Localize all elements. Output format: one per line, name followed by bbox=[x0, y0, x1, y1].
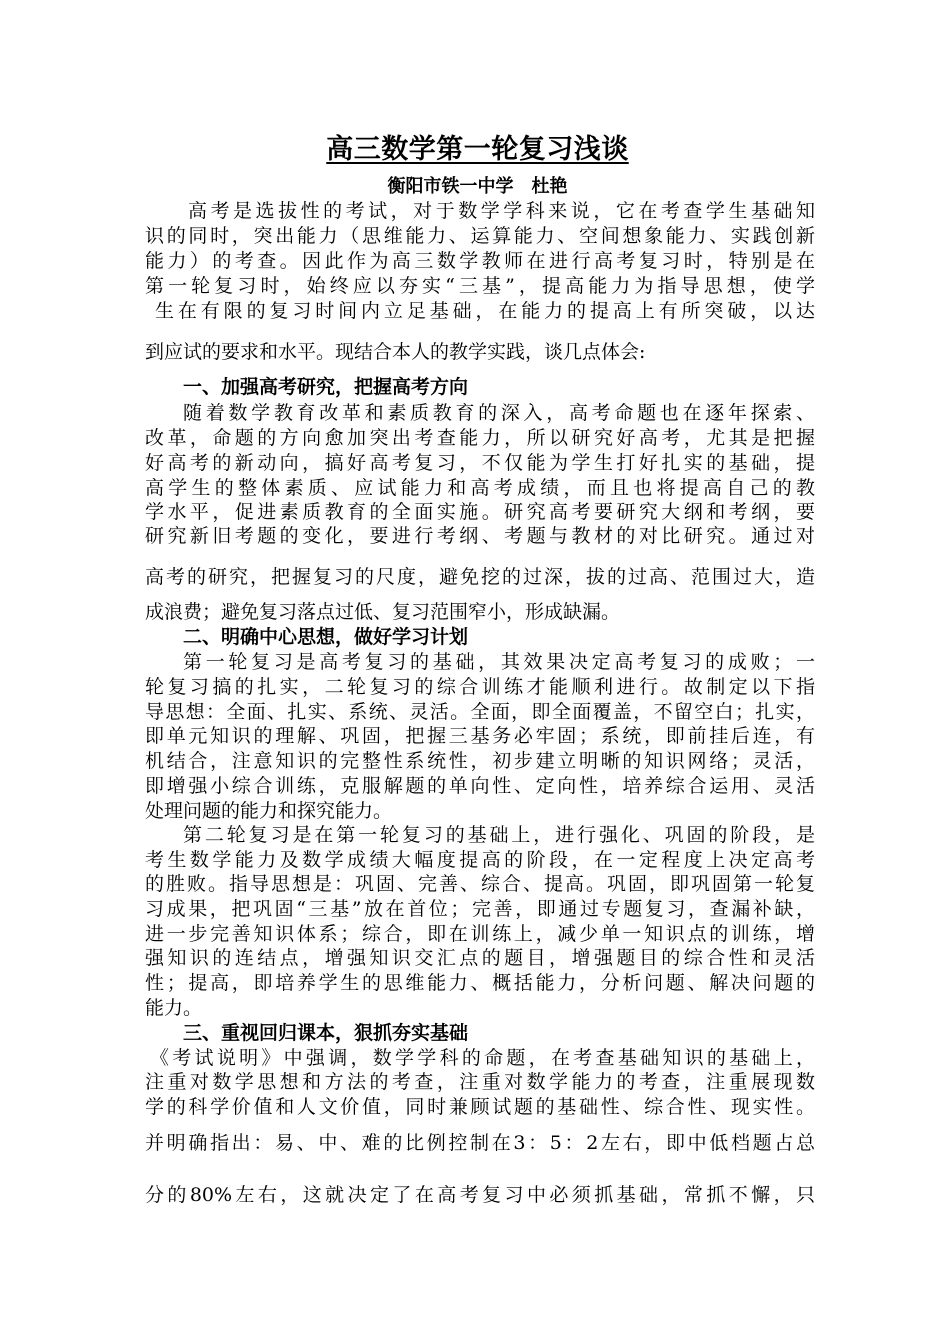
document-author: 衡阳市铁一中学 杜艳 bbox=[387, 176, 568, 197]
section-heading-3: 三、重视回归课本，狠抓夯实基础 bbox=[183, 1022, 469, 1044]
section1-line: 改革，命题的方向愈加突出考查能力，所以研究好高考，尤其是把握 bbox=[145, 427, 815, 449]
section3-line: 《考试说明》中强调，数学学科的命题，在考查基础知识的基础上， bbox=[150, 1047, 815, 1069]
section2-para1-line: 即增强小综合训练，克服解题的单向性、定向性，培养综合运用、灵活 bbox=[145, 775, 815, 797]
section2-para1-line: 即单元知识的理解、巩固，把握三基务必牢固；系统，即前挂后连，有 bbox=[145, 725, 815, 747]
intro-line: 能力）的考查。因此作为高三数学教师在进行高考复习时，特别是在 bbox=[145, 250, 815, 272]
section2-para2-line: 第二轮复习是在第一轮复习的基础上，进行强化、巩固的阶段，是 bbox=[183, 824, 815, 846]
section2-para1-line: 处理问题的能力和探究能力。 bbox=[145, 800, 393, 822]
section1-line: 随着数学教育改革和素质教育的深入，高考命题也在逐年探索、 bbox=[183, 402, 815, 424]
intro-line: 生在有限的复习时间内立足基础，在能力的提高上有所突破，以达 bbox=[155, 300, 815, 322]
section1-line: 研究新旧考题的变化，要进行考纲、考题与教材的对比研究。通过对 bbox=[145, 525, 815, 547]
section2-para1-line: 轮复习搞的扎实，二轮复习的综合训练才能顺利进行。故制定以下指 bbox=[145, 676, 815, 698]
section2-para2-line: 强知识的连结点，增强知识交汇点的题目，增强题目的综合性和灵活 bbox=[145, 947, 815, 969]
intro-line: 第一轮复习时，始终应以夯实“三基”，提高能力为指导思想，使学 bbox=[145, 275, 815, 297]
intro-line: 识的同时，突出能力（思维能力、运算能力、空间想象能力、实践创新 bbox=[145, 225, 815, 247]
section1-line: 学水平，促进素质教育的全面实施。研究高考要研究大纲和考纲，要 bbox=[145, 501, 815, 523]
section1-line: 高考的研究，把握复习的尺度，避免挖的过深，拔的过高、范围过大，造 bbox=[145, 566, 815, 588]
section3-line: 学的科学价值和人文价值，同时兼顾试题的基础性、综合性、现实性。 bbox=[145, 1096, 815, 1118]
section2-para2-line: 能力。 bbox=[145, 997, 203, 1019]
section3-line: 分的80%左右，这就决定了在高考复习中必须抓基础，常抓不懈，只 bbox=[145, 1184, 815, 1206]
section1-line: 成浪费；避免复习落点过低、复习范围窄小，形成缺漏。 bbox=[145, 601, 621, 623]
section2-para2-line: 习成果，把巩固“三基”放在首位；完善，即通过专题复习，查漏补缺， bbox=[145, 898, 815, 920]
intro-line: 到应试的要求和水平。现结合本人的教学实践，谈几点体会: bbox=[145, 341, 646, 363]
section2-para1-line: 第一轮复习是高考复习的基础，其效果决定高考复习的成败；一 bbox=[183, 651, 815, 673]
document-title: 高三数学第一轮复习浅谈 bbox=[326, 134, 629, 165]
section2-para1-line: 机结合，注意知识的完整性系统性，初步建立明晰的知识网络；灵活， bbox=[145, 750, 815, 772]
section2-para1-line: 导思想：全面、扎实、系统、灵活。全面，即全面覆盖，不留空白；扎实， bbox=[145, 701, 815, 723]
section3-line: 并明确指出：易、中、难的比例控制在3：5：2左右，即中低档题占总 bbox=[145, 1132, 815, 1154]
section-heading-2: 二、明确中心思想，做好学习计划 bbox=[183, 626, 469, 648]
section2-para2-line: 考生数学能力及数学成绩大幅度提高的阶段，在一定程度上决定高考 bbox=[145, 849, 815, 871]
section2-para2-line: 进一步完善知识体系；综合，即在训练上，减少单一知识点的训练，增 bbox=[145, 923, 815, 945]
section1-line: 好高考的新动向，搞好高考复习，不仅能为学生打好扎实的基础，提 bbox=[145, 452, 815, 474]
section3-line: 注重对数学思想和方法的考查，注重对数学能力的考查，注重展现数 bbox=[145, 1071, 815, 1093]
section-heading-1: 一、加强高考研究，把握高考方向 bbox=[183, 376, 469, 398]
section1-line: 高学生的整体素质、应试能力和高考成绩，而且也将提高自己的教 bbox=[145, 477, 815, 499]
section2-para2-line: 的胜败。指导思想是：巩固、完善、综合、提高。巩固，即巩固第一轮复 bbox=[145, 873, 815, 895]
section2-para2-line: 性；提高，即培养学生的思维能力、概括能力，分析问题、解决问题的 bbox=[145, 972, 815, 994]
intro-line: 高考是选拔性的考试，对于数学学科来说，它在考查学生基础知 bbox=[188, 200, 815, 222]
